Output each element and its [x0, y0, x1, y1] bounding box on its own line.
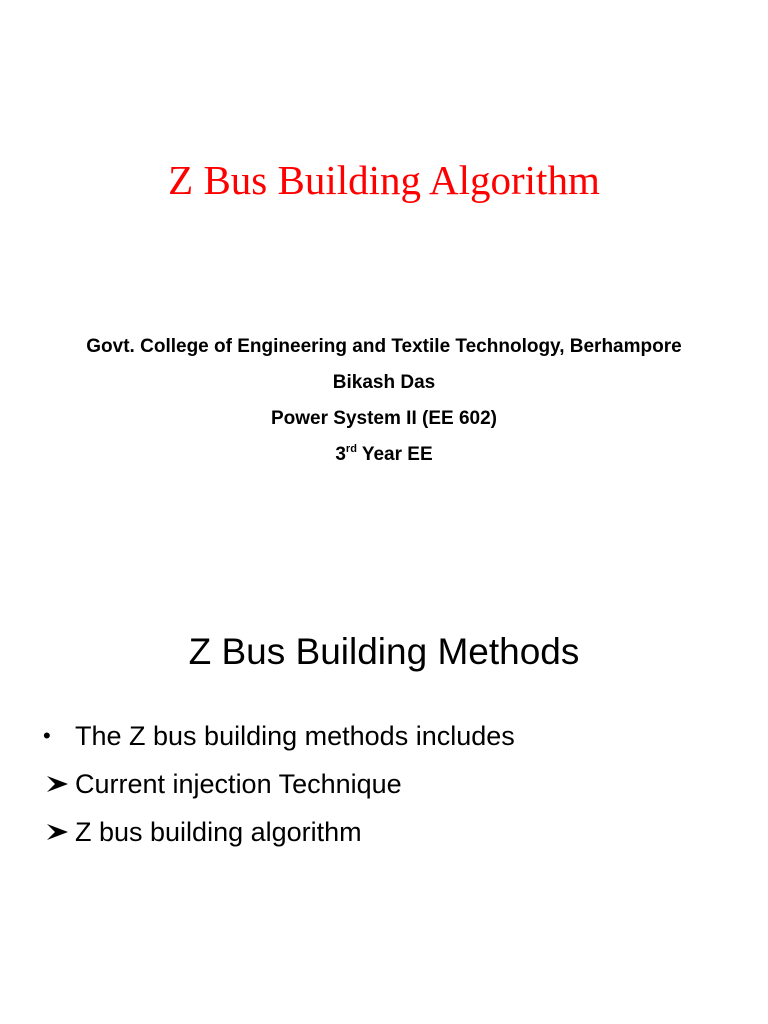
dot-icon: • [43, 723, 51, 748]
slide-1-subtitle [0, 332, 768, 476]
year-ordinal: rd [345, 442, 357, 455]
bullet-list [40, 712, 740, 856]
bullet-item [40, 760, 740, 808]
bullet-item [40, 808, 740, 856]
slide-2 [0, 576, 768, 1024]
year-number: 3 [335, 444, 346, 465]
slide-1-title: Z Bus Building Algorithm [168, 157, 600, 203]
bullet-text: The Z bus building methods includes [75, 720, 515, 751]
arrow-bullet-icon [40, 775, 75, 793]
bullet-item [40, 712, 740, 760]
arrow-bullet-icon [40, 823, 75, 841]
year-text: Year EE [356, 444, 433, 465]
course-name: Power System II (EE 602) [271, 408, 497, 429]
college-name: Govt. College of Engineering and Textile Technology, Berhampore [86, 336, 682, 357]
year-line [0, 440, 768, 476]
bullet-text: Z bus building algorithm [75, 816, 362, 847]
bullet-text: Current injection Technique [75, 768, 402, 799]
author-name: Bikash Das [332, 372, 436, 393]
slide-2-title: Z Bus Building Methods [188, 631, 580, 672]
